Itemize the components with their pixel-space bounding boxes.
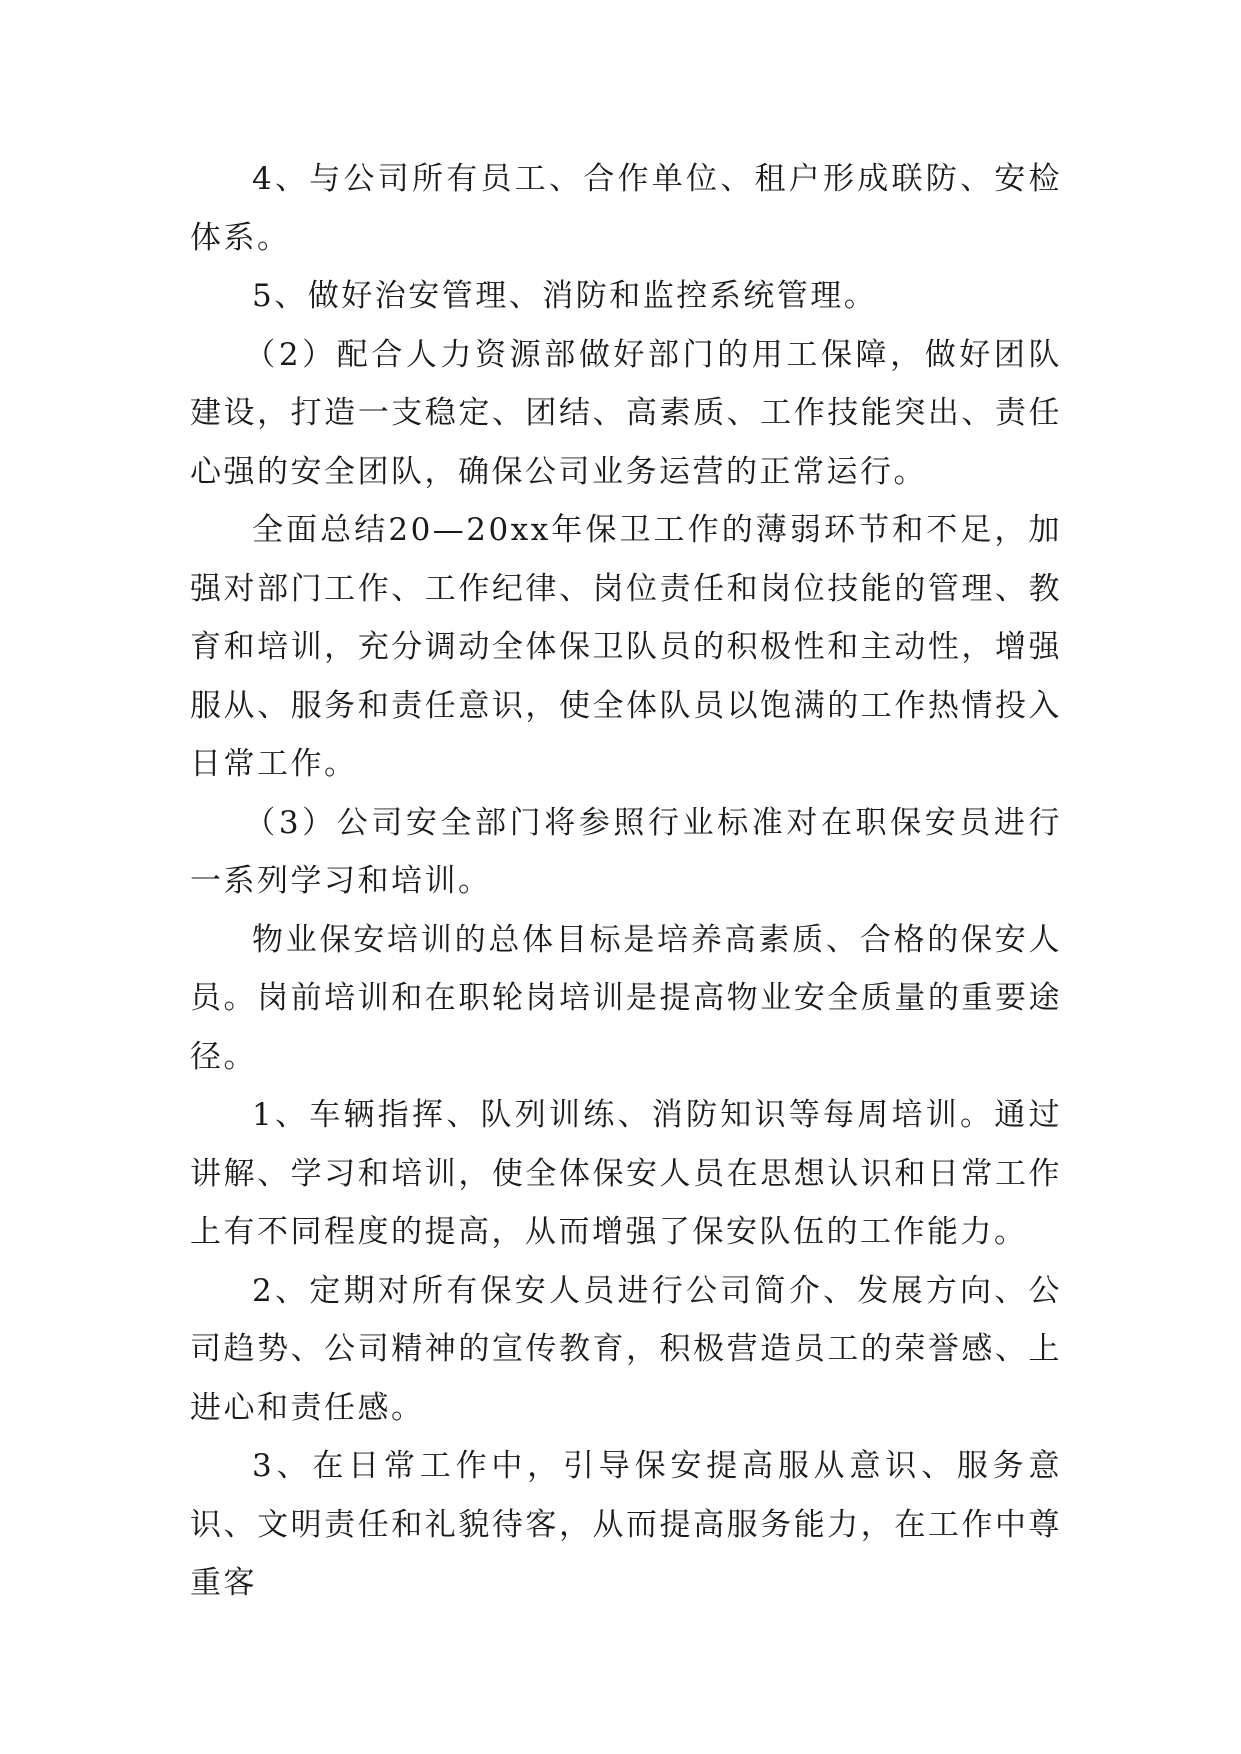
paragraph-item-2: 2、定期对所有保安人员进行公司简介、发展方向、公司趋势、公司精神的宣传教育，积极营造员工的荣誉感、上进心和责任感。: [190, 1272, 1062, 1426]
paragraph-item-5: 5、做好治安管理、消防和监控系统管理。: [252, 278, 878, 314]
paragraph-summary: 全面总结20—20xx年保卫工作的薄弱环节和不足，加强对部门工作、工作纪律、岗位责任和岗位技能的管理、教育和培训，充分调动全体保卫队员的积极性和主动性，增强服从、服务和责任意识，使全体队员以饱满的工作热情投入日常工作。: [190, 512, 1062, 782]
paragraph-section-3: （3）公司安全部门将参照行业标准对在职保安员进行一系列学习和培训。: [190, 804, 1062, 899]
paragraph-item-1: 1、车辆指挥、队列训练、消防知识等每周培训。通过讲解、学习和培训，使全体保安人员在思想认识和日常工作上有不同程度的提高，从而增强了保安队伍的工作能力。: [190, 1097, 1062, 1250]
document-body: [190, 150, 1062, 1613]
paragraph-training-goal: 物业保安培训的总体目标是培养高素质、合格的保安人员。岗前培训和在职轮岗培训是提高物业安全质量的重要途径。: [190, 921, 1062, 1075]
paragraph-item-4: 4、与公司所有员工、合作单位、租户形成联防、安检体系。: [190, 161, 1062, 256]
paragraph-item-3: 3、在日常工作中，引导保安提高服从意识、服务意识、文明责任和礼貌待客，从而提高服务能力，在工作中尊重客: [190, 1448, 1062, 1601]
paragraph-section-2: （2）配合人力资源部做好部门的用工保障，做好团队建设，打造一支稳定、团结、高素质、工作技能突出、责任心强的安全团队，确保公司业务运营的正常运行。: [190, 336, 1062, 490]
